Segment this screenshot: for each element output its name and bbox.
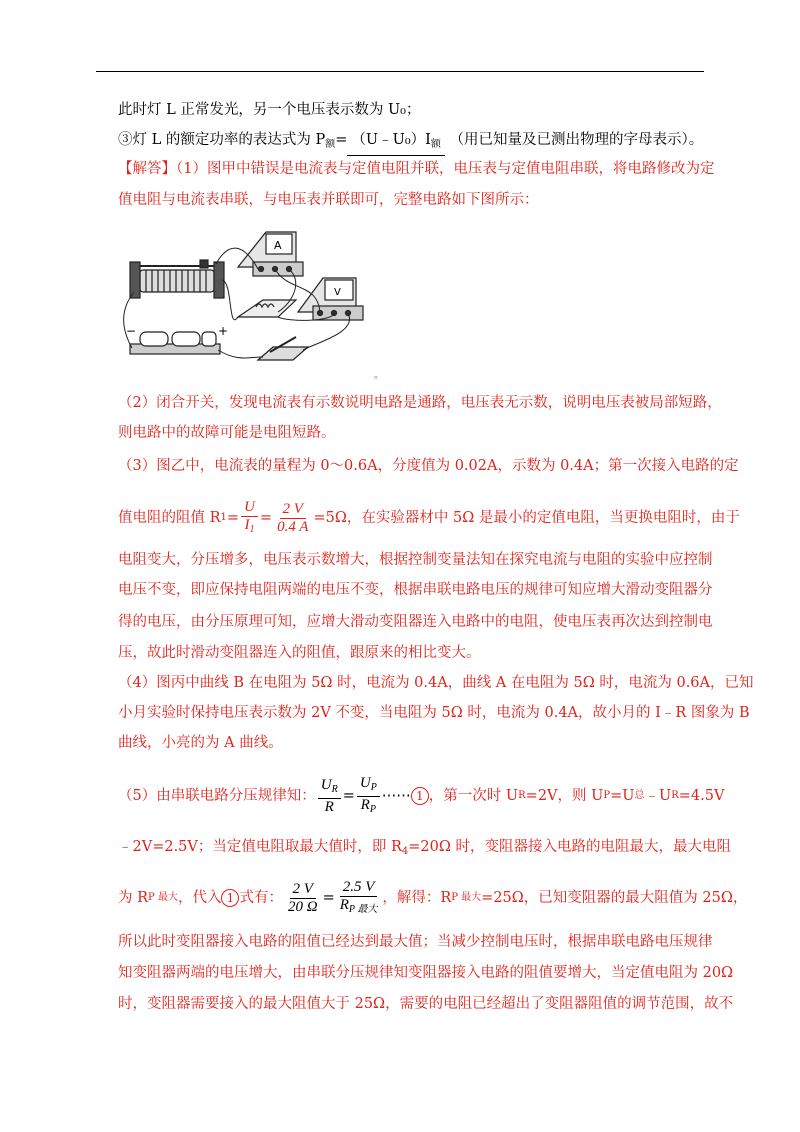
text: =U (610, 788, 635, 804)
num-text: U (320, 776, 332, 793)
circled-number: 1 (411, 787, 429, 805)
resistor-icon (238, 300, 296, 317)
answer-p2a: （2）闭合开关，发现电流表有示数说明电路是通路，电压表无示数，说明电压表被局部短路， (118, 395, 722, 411)
text: =2V，则 U (525, 788, 604, 804)
voltmeter-icon (298, 278, 363, 320)
subscript: 额 (325, 139, 336, 150)
text: = (342, 788, 355, 804)
answer-p3c: 电阻变大，分压增多，电压表示数增大，根据控制变量法知在探究电流与电阻的实验中应控制 (118, 552, 713, 568)
switch-icon (258, 337, 308, 360)
numerator (357, 775, 380, 797)
fraction-ur-over-r (318, 777, 341, 816)
text: =25Ω，已知变阻器的最大阻值为 25Ω， (481, 890, 748, 906)
den-text: I (244, 516, 250, 533)
figure-dot: 。 (374, 370, 384, 381)
numerator: 2 V (280, 501, 306, 519)
text: （1）图甲中错误是电流表与定值电阻并联，电压表与定值电阻串联，将电路修改为定 (176, 161, 715, 177)
denominator (241, 517, 257, 538)
ammeter-label: A (274, 239, 282, 252)
answer-p4a: （4）图丙中曲线 B 在电阻为 5Ω 时，电流为 0.4A，曲线 A 在电阻为 5Ω 时，电流为 0.6A，已知 (118, 675, 754, 691)
answer-p3d: 电压不变，即应保持电阻两端的电压不变，根据串联电路电压的规律可知应增大滑动变阻器分 (118, 582, 713, 598)
answer-blank (347, 130, 444, 156)
text: =20Ω 时，变阻器接入电路的电阻最大，最大电阻 (408, 839, 732, 855)
text: = (259, 510, 273, 526)
den-text: R (360, 796, 370, 813)
numerator: 2.5 V (340, 879, 378, 897)
rheostat-icon (130, 260, 224, 298)
text: ，第一次时 U (428, 788, 519, 804)
header-rule (96, 71, 704, 72)
subscript: P (603, 790, 611, 801)
num-text: U (359, 774, 371, 791)
subscript: 1 (220, 512, 227, 523)
subscript: R (331, 783, 338, 795)
answer-p3e: 得的电压，由分压原理可知，应增大滑动变阻器连入电路中的电阻，使电压表再次达到控制电 (118, 614, 713, 630)
subscript: 1 (249, 523, 255, 535)
subscript: P (370, 781, 377, 793)
circuit-figure (118, 222, 368, 372)
answer-p5b (118, 837, 731, 862)
text: ﹣U (644, 788, 672, 804)
subscript: 4 (401, 846, 409, 857)
text: ，代入 (177, 890, 222, 906)
dots: ⋯⋯ (381, 788, 411, 804)
numerator: U (241, 499, 258, 517)
fraction-2v-over-20ohm (285, 881, 321, 916)
plus-sign: + (218, 324, 229, 338)
numerator: 2 V (290, 881, 316, 899)
numerator (318, 777, 341, 799)
subscript: P 最大 (348, 903, 378, 915)
answer-p3f: 压，故此时滑动变阻器连入的阻值，跟原来的相比变大。 (118, 645, 481, 661)
text-line: 此时灯 L 正常发光，另一个电压表示数为 U₀； (118, 102, 421, 118)
battery-icon (130, 332, 220, 354)
denominator: 0.4 A (277, 518, 309, 535)
denominator (337, 897, 381, 918)
subscript: 总 (634, 790, 645, 801)
circled-number: 1 (221, 889, 239, 907)
text: 式有： (239, 890, 283, 906)
text: = (322, 890, 335, 906)
text: 值电阻的阻值 R (118, 510, 221, 526)
fraction-values (274, 501, 311, 536)
subscript: 额 (430, 139, 441, 150)
text: （用已知量及已测出物理的字母表示）。 (449, 132, 704, 148)
minus-sign: − (126, 324, 137, 338)
fraction-u-over-i (241, 499, 258, 538)
answer-p5a (118, 774, 724, 818)
fraction-up-over-rp (357, 775, 380, 818)
answer-p5d: 所以此时变阻器接入电路的阻值已经达到最大值；当减少控制电压时，根据串联电路电压规律 (118, 934, 713, 950)
subscript: P (369, 803, 376, 815)
text: = (335, 132, 348, 148)
text: =5Ω，在实验器材中 5Ω 是最小的定值电阻，当更换电阻时，由于 (313, 510, 740, 526)
denominator: R (324, 798, 334, 815)
den-text: R (339, 896, 349, 913)
denominator: 20 Ω (287, 898, 318, 915)
subscript: P 最大 (148, 892, 178, 903)
text: （5）由串联电路分压规律知： (118, 788, 316, 804)
answer-p1b: 值电阻与电流表串联，与电压表并联即可，完整电路如下图所示： (118, 192, 539, 208)
text: ③灯 L 的额定功率的表达式为 P (118, 132, 326, 148)
answer-p2b: 则电路中的故障可能是电阻短路。 (118, 425, 336, 441)
denominator (358, 797, 379, 818)
text: = (226, 510, 240, 526)
answer-p4b: 小月实验时保持电压表示数为 2V 不变，当电阻为 5Ω 时，电流为 0.4A，故小月的 I﹣R 图象为 B (118, 705, 750, 721)
rated-power-line (118, 130, 703, 156)
answer-tag: 【解答】 (118, 161, 176, 177)
answer-p5e: 知变阻器两端的电压增大，由串联分压规律知变阻器接入电路的阻值要增大，当定值电阻为 20Ω (118, 965, 734, 981)
text: 为 R (118, 890, 149, 906)
answer-p3a: （3）图乙中，电流表的量程为 0～0.6A，分度值为 0.02A，示数为 0.4A；第一次接入电路的定 (118, 458, 739, 474)
fraction-2-5v-over-rp (337, 879, 381, 918)
text: ﹣2V=2.5V；当定值电阻取最大值时，即 R (118, 839, 402, 855)
voltmeter-label: V (334, 287, 341, 298)
subscript: P 最大 (451, 892, 482, 903)
text: =4.5V (678, 788, 725, 804)
text: ，解得：R (382, 890, 452, 906)
subscript: R (518, 790, 526, 801)
answer-p5f: 时，变阻器需要接入的最大阻值大于 25Ω，需要的电阻已经超出了变阻器阻值的调节范围，故不 (118, 996, 734, 1012)
answer-text: （U﹣U₀）I (351, 132, 431, 148)
answer-p4c: 曲线，小亮的为 A 曲线。 (118, 735, 283, 751)
subscript: R (671, 790, 679, 801)
answer-p5c (118, 876, 747, 920)
answer-p1a (118, 159, 714, 179)
answer-p3b (118, 498, 740, 538)
